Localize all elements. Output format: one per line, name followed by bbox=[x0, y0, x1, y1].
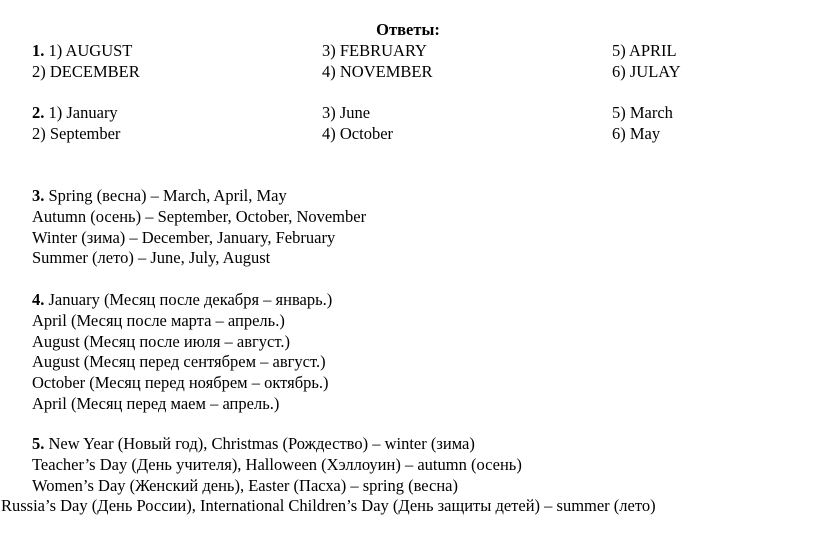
list-line: April (Месяц перед маем – апрель.) bbox=[32, 393, 280, 413]
list-line: Teacher’s Day (День учителя), Halloween (Хэллоуин) – autumn (осень) bbox=[32, 454, 522, 474]
list-line bbox=[32, 186, 812, 207]
list-line bbox=[32, 290, 812, 311]
answer-text: 3) FEBRUARY bbox=[322, 41, 427, 60]
section-1-row-1 bbox=[32, 41, 812, 62]
list-line: Winter (зима) – December, January, February bbox=[32, 227, 336, 247]
list-line: Russia’s Day (День России), International Children’s Day (День защиты детей) – summer (лето) bbox=[1, 496, 656, 515]
list-line: August (Месяц после июля – август.) bbox=[32, 331, 290, 351]
answer-text: 4) NOVEMBER bbox=[322, 62, 433, 81]
answer-text: New Year (Новый год), Christmas (Рождество) – winter (зима) bbox=[48, 434, 475, 453]
answer-text: 6) May bbox=[612, 124, 661, 143]
section-2-cell bbox=[32, 103, 118, 124]
list-line: Women’s Day (Женский день), Easter (Пасха) – spring (весна) bbox=[32, 475, 459, 495]
section-number: 2. bbox=[32, 103, 45, 122]
section-2 bbox=[32, 103, 812, 145]
section-2-row-2 bbox=[32, 124, 812, 145]
answer-text: 6) JULAY bbox=[612, 62, 681, 81]
answer-text: 1) January bbox=[48, 103, 118, 122]
answer-text: 2) DECEMBER bbox=[32, 62, 140, 81]
list-line: Summer (лето) – June, July, August bbox=[32, 248, 271, 268]
section-number: 5. bbox=[32, 434, 45, 453]
section-1 bbox=[32, 41, 812, 83]
list-line bbox=[32, 434, 812, 455]
section-1-row-2 bbox=[32, 62, 812, 83]
section-number: 1. bbox=[32, 41, 45, 60]
section-3 bbox=[32, 186, 812, 269]
list-line: October (Месяц перед ноябрем – октябрь.) bbox=[32, 373, 329, 393]
answer-text: 2) September bbox=[32, 124, 121, 143]
answer-text: 1) AUGUST bbox=[48, 41, 133, 60]
section-2-row-1 bbox=[32, 103, 812, 124]
list-line: August (Месяц перед сентябрем – август.) bbox=[32, 352, 326, 372]
answers-title: Ответы: bbox=[376, 20, 440, 39]
answer-text: 4) October bbox=[322, 124, 394, 143]
section-number: 4. bbox=[32, 290, 45, 309]
section-number: 3. bbox=[32, 186, 45, 205]
list-line: Autumn (осень) – September, October, November bbox=[32, 206, 367, 226]
answer-text: Spring (весна) – March, April, May bbox=[48, 186, 287, 205]
answer-text: January (Месяц после декабря – январь.) bbox=[48, 290, 333, 309]
answer-text: 5) APRIL bbox=[612, 41, 677, 60]
section-5 bbox=[32, 434, 812, 496]
answer-text: 3) June bbox=[322, 103, 371, 122]
answer-text: 5) March bbox=[612, 103, 673, 122]
section-4 bbox=[32, 290, 812, 415]
section-1-cell bbox=[32, 41, 132, 62]
list-line: April (Месяц после марта – апрель.) bbox=[32, 310, 285, 330]
